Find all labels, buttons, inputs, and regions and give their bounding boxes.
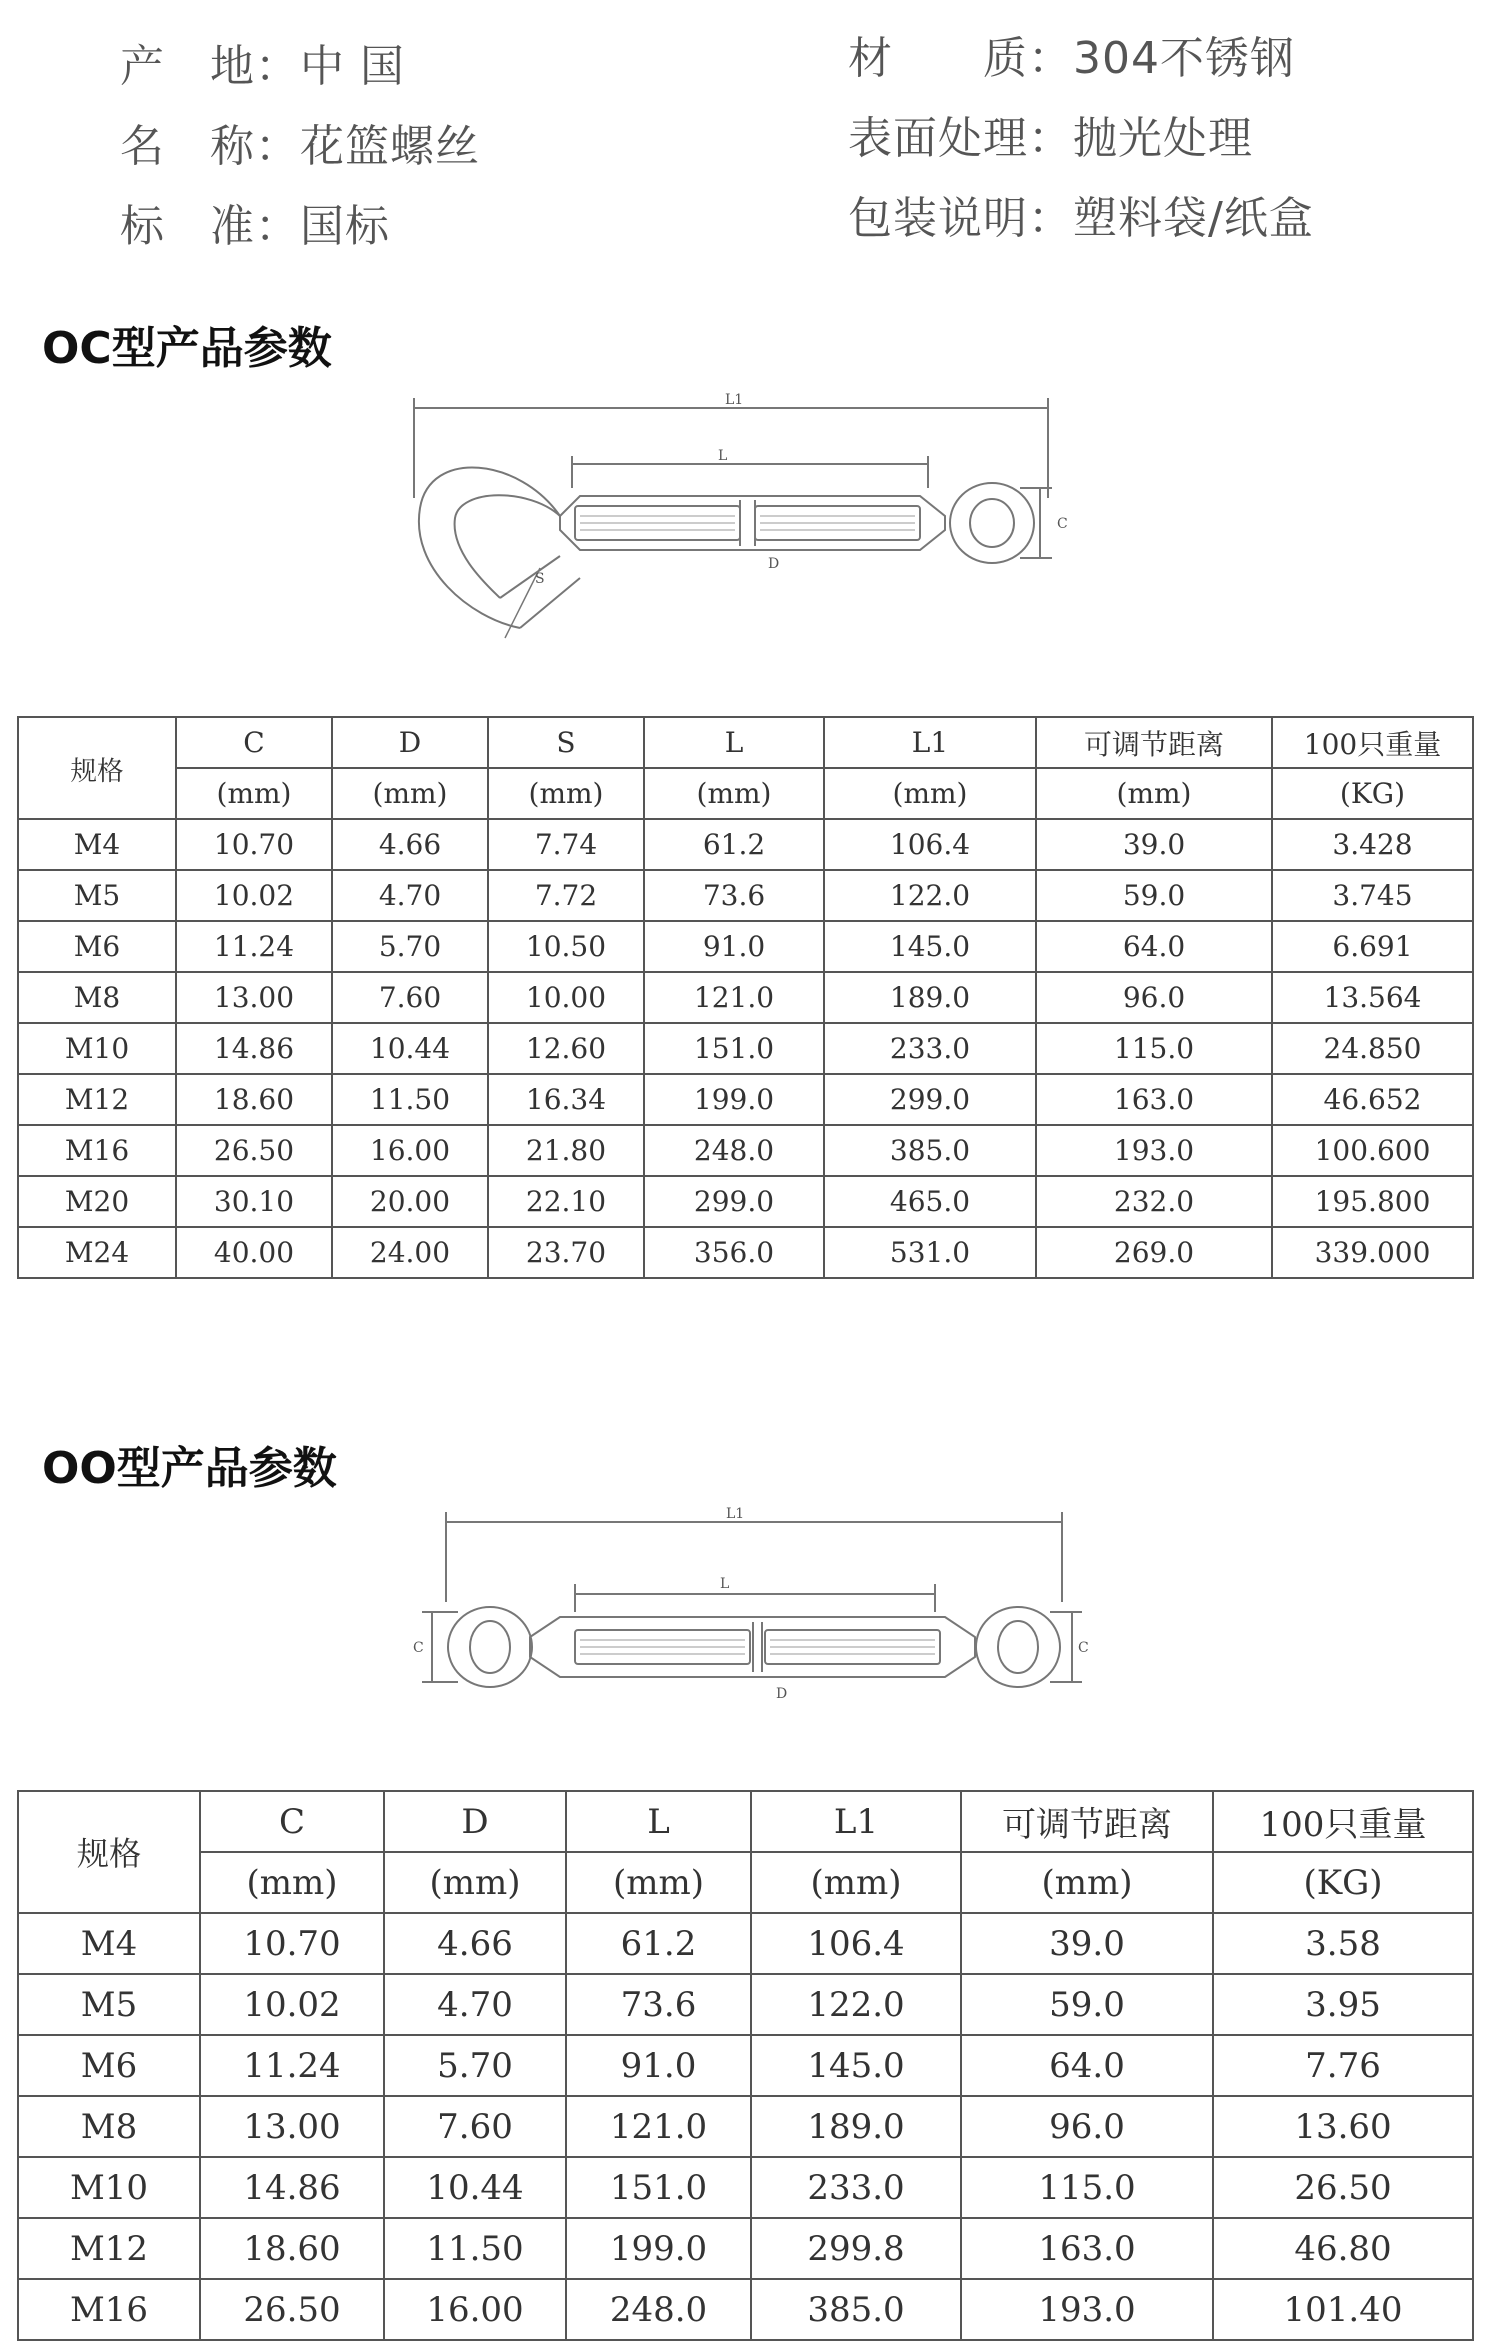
oc-spec-cell: M24 (18, 1227, 176, 1278)
oc-spec-cell: M10 (18, 1023, 176, 1074)
oc-label-l1: L1 (725, 392, 744, 408)
oc-table-row (18, 921, 1473, 972)
oo-value-cell: 4.70 (384, 1974, 566, 2035)
oc-value-cell: 199.0 (644, 1074, 824, 1125)
oc-table-row (18, 1176, 1473, 1227)
oo-value-cell: 10.70 (200, 1913, 384, 1974)
oo-value-cell: 26.50 (1213, 2157, 1473, 2218)
oc-spec-table (17, 716, 1474, 1279)
oc-value-cell: 115.0 (1036, 1023, 1272, 1074)
oc-value-cell: 3.745 (1272, 870, 1473, 921)
oc-spec-cell: M12 (18, 1074, 176, 1125)
oo-spec-cell: M10 (18, 2157, 200, 2218)
oc-table-row (18, 819, 1473, 870)
oo-left-eye-shape (448, 1607, 532, 1687)
oc-value-cell: 12.60 (488, 1023, 644, 1074)
oc-value-cell: 61.2 (644, 819, 824, 870)
oc-diagram (400, 388, 1080, 648)
oc-value-cell: 339.000 (1272, 1227, 1473, 1278)
oo-value-cell: 39.0 (961, 1913, 1213, 1974)
oo-diagram (410, 1502, 1110, 1722)
oc-table-row (18, 1074, 1473, 1125)
oc-value-cell: 10.50 (488, 921, 644, 972)
oc-table-row (18, 972, 1473, 1023)
oc-spec-cell: M6 (18, 921, 176, 972)
oc-unit-cell: (mm) (824, 768, 1036, 819)
oc-value-cell: 30.10 (176, 1176, 332, 1227)
oo-column-header: L (566, 1791, 751, 1852)
oc-unit-cell: (mm) (176, 768, 332, 819)
oc-value-cell: 39.0 (1036, 819, 1272, 870)
oc-value-cell: 4.66 (332, 819, 488, 870)
oo-spec-cell: M4 (18, 1913, 200, 1974)
oc-value-cell: 233.0 (824, 1023, 1036, 1074)
oo-value-cell: 122.0 (751, 1974, 961, 2035)
oc-unit-cell: (mm) (644, 768, 824, 819)
oo-value-cell: 64.0 (961, 2035, 1213, 2096)
info-origin-value: 中 国 (300, 41, 405, 92)
oo-value-cell: 10.44 (384, 2157, 566, 2218)
oc-value-cell: 248.0 (644, 1125, 824, 1176)
oo-value-cell: 101.40 (1213, 2279, 1473, 2340)
oo-spec-cell: M5 (18, 1974, 200, 2035)
oc-value-cell: 13.00 (176, 972, 332, 1023)
oc-value-cell: 23.70 (488, 1227, 644, 1278)
oc-value-cell: 10.70 (176, 819, 332, 870)
info-packing-label: 包装说明： (848, 193, 1073, 244)
oc-table-row (18, 1023, 1473, 1074)
oo-value-cell: 11.24 (200, 2035, 384, 2096)
info-surface-label: 表面处理： (848, 113, 1073, 164)
oc-value-cell: 232.0 (1036, 1176, 1272, 1227)
oo-value-cell: 73.6 (566, 1974, 751, 2035)
oo-unit-cell: (mm) (961, 1852, 1213, 1913)
oo-table-row (18, 1913, 1473, 1974)
info-packing (848, 182, 1314, 246)
oo-units-row (18, 1852, 1473, 1913)
info-name (120, 110, 480, 174)
oo-column-header: 可调节距离 (961, 1791, 1213, 1852)
oc-value-cell: 7.72 (488, 870, 644, 921)
oo-value-cell: 7.60 (384, 2096, 566, 2157)
oo-spec-cell: M8 (18, 2096, 200, 2157)
info-standard-value: 国标 (300, 201, 390, 252)
oc-label-c: C (1057, 516, 1068, 532)
oc-units-row (18, 768, 1473, 819)
oo-unit-cell: (mm) (566, 1852, 751, 1913)
oo-section-title: OO型产品参数 (42, 1443, 337, 1494)
oo-value-cell: 7.76 (1213, 2035, 1473, 2096)
info-surface-value: 抛光处理 (1073, 113, 1253, 164)
oc-value-cell: 46.652 (1272, 1074, 1473, 1125)
oo-value-cell: 3.58 (1213, 1913, 1473, 1974)
info-material-value: 304不锈钢 (1073, 33, 1295, 84)
oc-table-row (18, 870, 1473, 921)
oo-spec-header: 规格 (18, 1791, 200, 1913)
oo-right-eye-shape (976, 1607, 1060, 1687)
oc-section-title: OC型产品参数 (42, 323, 332, 374)
oo-value-cell: 16.00 (384, 2279, 566, 2340)
info-material (848, 22, 1295, 86)
oc-value-cell: 269.0 (1036, 1227, 1272, 1278)
oc-value-cell: 121.0 (644, 972, 824, 1023)
oo-value-cell: 385.0 (751, 2279, 961, 2340)
oo-spec-cell: M16 (18, 2279, 200, 2340)
oc-column-header: L1 (824, 717, 1036, 768)
oo-value-cell: 193.0 (961, 2279, 1213, 2340)
oc-value-cell: 7.60 (332, 972, 488, 1023)
oo-value-cell: 4.66 (384, 1913, 566, 1974)
oc-value-cell: 59.0 (1036, 870, 1272, 921)
oc-value-cell: 163.0 (1036, 1074, 1272, 1125)
oo-value-cell: 233.0 (751, 2157, 961, 2218)
oo-table-row (18, 2157, 1473, 2218)
oc-header-row (18, 717, 1473, 768)
oo-value-cell: 189.0 (751, 2096, 961, 2157)
oc-value-cell: 10.44 (332, 1023, 488, 1074)
oo-value-cell: 11.50 (384, 2218, 566, 2279)
oc-value-cell: 21.80 (488, 1125, 644, 1176)
oo-value-cell: 13.60 (1213, 2096, 1473, 2157)
oc-spec-cell: M20 (18, 1176, 176, 1227)
oo-value-cell: 46.80 (1213, 2218, 1473, 2279)
oc-spec-cell: M5 (18, 870, 176, 921)
oo-value-cell: 199.0 (566, 2218, 751, 2279)
oc-value-cell: 299.0 (824, 1074, 1036, 1125)
info-surface (848, 102, 1253, 166)
info-name-value: 花篮螺丝 (300, 121, 480, 172)
oc-column-header: D (332, 717, 488, 768)
oo-value-cell: 115.0 (961, 2157, 1213, 2218)
oc-table-row (18, 1227, 1473, 1278)
oc-value-cell: 122.0 (824, 870, 1036, 921)
oo-column-header: 100只重量 (1213, 1791, 1473, 1852)
oo-spec-cell: M12 (18, 2218, 200, 2279)
oo-value-cell: 3.95 (1213, 1974, 1473, 2035)
oc-value-cell: 26.50 (176, 1125, 332, 1176)
oo-label-c-left: C (413, 1640, 424, 1656)
oc-unit-cell: (mm) (488, 768, 644, 819)
oo-value-cell: 151.0 (566, 2157, 751, 2218)
oc-value-cell: 24.00 (332, 1227, 488, 1278)
oo-label-d: D (776, 1686, 788, 1702)
oo-header-row (18, 1791, 1473, 1852)
oc-column-header: 100只重量 (1272, 717, 1473, 768)
oo-unit-cell: (mm) (200, 1852, 384, 1913)
oc-value-cell: 14.86 (176, 1023, 332, 1074)
oc-value-cell: 145.0 (824, 921, 1036, 972)
oo-value-cell: 59.0 (961, 1974, 1213, 2035)
oc-value-cell: 100.600 (1272, 1125, 1473, 1176)
oc-column-header: 可调节距离 (1036, 717, 1272, 768)
oo-table-row (18, 2218, 1473, 2279)
oc-value-cell: 356.0 (644, 1227, 824, 1278)
oc-value-cell: 151.0 (644, 1023, 824, 1074)
oc-value-cell: 16.00 (332, 1125, 488, 1176)
oc-value-cell: 16.34 (488, 1074, 644, 1125)
oc-value-cell: 11.24 (176, 921, 332, 972)
oc-value-cell: 465.0 (824, 1176, 1036, 1227)
info-standard-label: 标 准： (120, 201, 300, 252)
oo-value-cell: 248.0 (566, 2279, 751, 2340)
oc-value-cell: 189.0 (824, 972, 1036, 1023)
info-packing-value: 塑料袋/纸盒 (1073, 193, 1314, 244)
oo-value-cell: 145.0 (751, 2035, 961, 2096)
oc-value-cell: 531.0 (824, 1227, 1036, 1278)
oo-label-l: L (720, 1576, 730, 1592)
oo-value-cell: 106.4 (751, 1913, 961, 1974)
oo-label-c-right: C (1078, 1640, 1089, 1656)
oo-value-cell: 96.0 (961, 2096, 1213, 2157)
oc-value-cell: 4.70 (332, 870, 488, 921)
oc-value-cell: 11.50 (332, 1074, 488, 1125)
oo-value-cell: 5.70 (384, 2035, 566, 2096)
oc-eye-shape (950, 483, 1034, 563)
oo-label-l1: L1 (726, 1506, 745, 1522)
info-origin-label: 产 地： (120, 41, 300, 92)
oo-value-cell: 13.00 (200, 2096, 384, 2157)
oc-value-cell: 22.10 (488, 1176, 644, 1227)
oc-value-cell: 13.564 (1272, 972, 1473, 1023)
oo-table-row (18, 2096, 1473, 2157)
oc-value-cell: 385.0 (824, 1125, 1036, 1176)
oc-label-s: S (535, 571, 545, 587)
oc-unit-cell: (KG) (1272, 768, 1473, 819)
oc-value-cell: 18.60 (176, 1074, 332, 1125)
oc-unit-cell: (mm) (332, 768, 488, 819)
oc-value-cell: 10.00 (488, 972, 644, 1023)
oc-value-cell: 20.00 (332, 1176, 488, 1227)
oc-spec-header: 规格 (18, 717, 176, 819)
info-material-label: 材 质： (848, 33, 1073, 84)
oo-table-row (18, 2279, 1473, 2340)
oc-value-cell: 5.70 (332, 921, 488, 972)
oc-table-row (18, 1125, 1473, 1176)
oo-table-row (18, 1974, 1473, 2035)
oo-unit-cell: (mm) (384, 1852, 566, 1913)
oc-value-cell: 106.4 (824, 819, 1036, 870)
oo-value-cell: 14.86 (200, 2157, 384, 2218)
oo-unit-cell: (mm) (751, 1852, 961, 1913)
oc-value-cell: 10.02 (176, 870, 332, 921)
oo-value-cell: 26.50 (200, 2279, 384, 2340)
oc-column-header: L (644, 717, 824, 768)
oc-spec-cell: M16 (18, 1125, 176, 1176)
oc-value-cell: 24.850 (1272, 1023, 1473, 1074)
oc-value-cell: 96.0 (1036, 972, 1272, 1023)
oc-column-header: S (488, 717, 644, 768)
info-standard (120, 190, 390, 254)
oc-value-cell: 3.428 (1272, 819, 1473, 870)
oc-value-cell: 40.00 (176, 1227, 332, 1278)
oc-value-cell: 299.0 (644, 1176, 824, 1227)
oc-column-header: C (176, 717, 332, 768)
oc-spec-cell: M4 (18, 819, 176, 870)
oc-label-l: L (718, 448, 728, 464)
oo-column-header: C (200, 1791, 384, 1852)
oo-value-cell: 163.0 (961, 2218, 1213, 2279)
info-name-label: 名 称： (120, 121, 300, 172)
oc-value-cell: 73.6 (644, 870, 824, 921)
oo-value-cell: 10.02 (200, 1974, 384, 2035)
oo-value-cell: 121.0 (566, 2096, 751, 2157)
oc-value-cell: 193.0 (1036, 1125, 1272, 1176)
oo-column-header: D (384, 1791, 566, 1852)
oo-spec-table (17, 1790, 1474, 2341)
oc-value-cell: 6.691 (1272, 921, 1473, 972)
oc-label-d: D (768, 556, 780, 572)
oo-unit-cell: (KG) (1213, 1852, 1473, 1913)
oo-column-header: L1 (751, 1791, 961, 1852)
oo-spec-cell: M6 (18, 2035, 200, 2096)
oo-value-cell: 91.0 (566, 2035, 751, 2096)
oc-value-cell: 195.800 (1272, 1176, 1473, 1227)
oc-unit-cell: (mm) (1036, 768, 1272, 819)
oc-spec-cell: M8 (18, 972, 176, 1023)
info-origin (120, 30, 405, 94)
oc-value-cell: 7.74 (488, 819, 644, 870)
oc-value-cell: 91.0 (644, 921, 824, 972)
oo-value-cell: 299.8 (751, 2218, 961, 2279)
oc-value-cell: 64.0 (1036, 921, 1272, 972)
oc-hook-shape (419, 467, 560, 628)
oo-table-row (18, 2035, 1473, 2096)
oo-value-cell: 61.2 (566, 1913, 751, 1974)
oo-value-cell: 18.60 (200, 2218, 384, 2279)
